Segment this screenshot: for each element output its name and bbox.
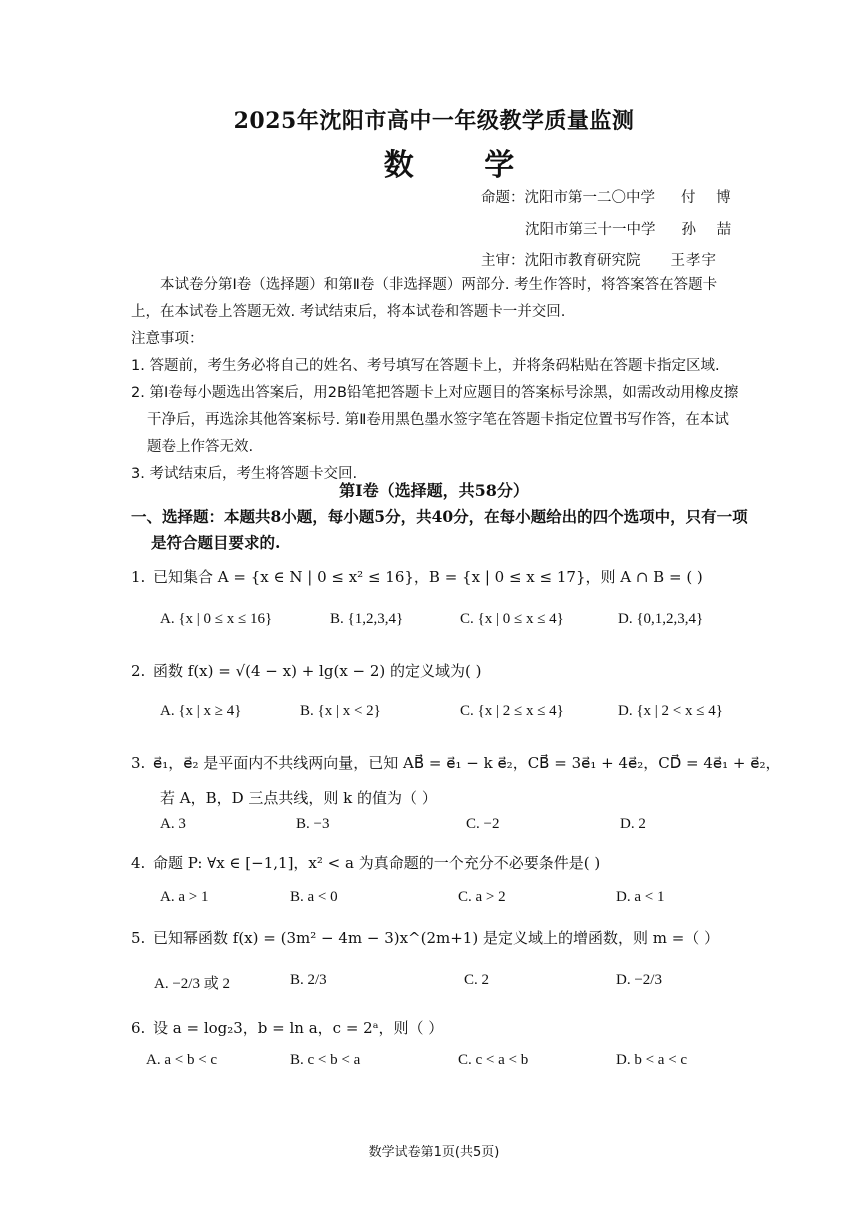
option-c: C. −2 [466, 816, 500, 832]
proposer-line-2 [525, 218, 739, 239]
proposer2-org: 沈阳市第三十一中学 [525, 222, 656, 238]
proposer2-name: 孙 喆 [681, 222, 740, 238]
note-item-1: 1. 答题前，考生务必将自己的姓名、考号填写在答题卡上，并将条码粘贴在答题卡指定区域. [131, 358, 720, 374]
question-stem: 已知集合 A = {x ∈ N | 0 ≤ x² ≤ 16}，B = {x | 0 ≤ x ≤ 17}，则 A ∩ B = ( ) [153, 568, 703, 586]
option-a: A. a > 1 [160, 889, 209, 905]
question-2-options [160, 703, 760, 733]
option-c: C. 2 [464, 972, 490, 988]
exam-title: 2025年沈阳市高中一年级教学质量监测 [233, 108, 635, 134]
intro-paragraph: 本试卷分第Ⅰ卷（选择题）和第Ⅱ卷（非选择题）两部分. 考生作答时，将答案答在答题卡上，在本试卷上答题无效. 考试结束后，将本试卷和答题卡一并交回. [131, 277, 718, 320]
option-c: C. c < a < b [458, 1052, 529, 1068]
option-b: B. {x | x < 2} [300, 703, 381, 719]
option-d: D. {x | 2 < x ≤ 4} [618, 703, 723, 719]
proposer-line-1 [481, 186, 739, 207]
question-number: 5. [131, 929, 146, 947]
option-d: D. {0,1,2,3,4} [618, 611, 704, 627]
option-b: B. c < b < a [290, 1052, 361, 1068]
question-stem-continued: 若 A，B，D 三点共线，则 k 的值为（ ） [160, 789, 437, 807]
option-a: A. 3 [160, 816, 186, 832]
option-a: A. a < b < c [146, 1052, 218, 1068]
question-6-options [146, 1052, 760, 1082]
part1-title: 第Ⅰ卷（选择题，共58分） [339, 481, 529, 500]
question-3 [131, 752, 781, 773]
question-1 [131, 566, 751, 587]
option-b: B. −3 [296, 816, 330, 832]
proposer-label: 命题： [481, 190, 525, 206]
question-stem: 设 a = log₂3，b = ln a，c = 2ᵃ，则（ ） [153, 1019, 444, 1037]
question-4 [131, 852, 751, 873]
question-5 [131, 927, 751, 948]
question-stem: e⃗₁，e⃗₂ 是平面内不共线两向量，已知 AB⃗ = e⃗₁ − k e⃗₂，CB⃗ = 3e⃗₁ + 4e⃗₂，CD⃗ = 4e⃗₁ + e⃗₂， [153, 754, 781, 772]
notes-heading: 注意事项： [131, 331, 204, 347]
question-5-options [154, 972, 760, 1002]
option-c: C. {x | 2 ≤ x ≤ 4} [460, 703, 564, 719]
option-a: A. −2/3 或 2 [154, 976, 230, 992]
option-a: A. {x | x ≥ 4} [160, 703, 242, 719]
option-c: C. {x | 0 ≤ x ≤ 4} [460, 611, 564, 627]
reviewer-name: 王孝宇 [670, 253, 717, 269]
question-stem: 函数 f(x) = √(4 − x) + lg(x − 2) 的定义域为( ) [153, 662, 482, 680]
subject-title: 数 学 [383, 148, 545, 183]
question-4-options [160, 889, 760, 919]
option-b: B. 2/3 [290, 972, 327, 988]
question-2 [131, 660, 751, 681]
option-b: B. a < 0 [290, 889, 338, 905]
option-d: D. b < a < c [616, 1052, 688, 1068]
question-number: 6. [131, 1019, 146, 1037]
note-item-3: 3. 考试结束后，考生将答题卡交回. [131, 466, 358, 482]
question-number: 2. [131, 662, 146, 680]
note-item-2: 2. 第Ⅰ卷每小题选出答案后，用2B铅笔把答题卡上对应题目的答案标号涂黑，如需改动用橡皮擦干净后，再选涂其他答案标号. 第Ⅱ卷用黑色墨水签字笔在答题卡指定位置书写作答，在本试题卷上作答无效. [131, 385, 739, 455]
reviewer-label: 主审： [481, 253, 525, 269]
question-stem: 已知幂函数 f(x) = (3m² − 4m − 3)x^(2m+1) 是定义域上的增函数，则 m =（ ） [153, 929, 720, 947]
question-3-continued [160, 787, 780, 808]
page-footer: 数学试卷第1页(共5页) [368, 1145, 500, 1160]
question-3-options [160, 816, 760, 846]
option-d: D. −2/3 [616, 972, 662, 988]
reviewer-org: 沈阳市教育研究院 [524, 253, 641, 269]
section1-title: 一、选择题：本题共8小题，每小题5分，共40分，在每小题给出的四个选项中，只有一项是符合题目要求的. [131, 507, 748, 552]
option-c: C. a > 2 [458, 889, 506, 905]
reviewer-line [481, 249, 717, 270]
question-6 [131, 1017, 751, 1038]
option-d: D. 2 [620, 816, 646, 832]
option-d: D. a < 1 [616, 889, 665, 905]
proposer1-name: 付 博 [681, 190, 739, 206]
question-stem: 命题 P: ∀x ∈ [−1,1]，x² < a 为真命题的一个充分不必要条件是( ) [153, 854, 601, 872]
proposer1-org: 沈阳市第一二〇中学 [524, 190, 655, 206]
question-number: 4. [131, 854, 146, 872]
question-number: 1. [131, 568, 146, 586]
question-number: 3. [131, 754, 146, 772]
instructions-block [131, 272, 743, 488]
option-a: A. {x | 0 ≤ x ≤ 16} [160, 611, 273, 627]
question-1-options [160, 611, 760, 641]
option-b: B. {1,2,3,4} [330, 611, 404, 627]
